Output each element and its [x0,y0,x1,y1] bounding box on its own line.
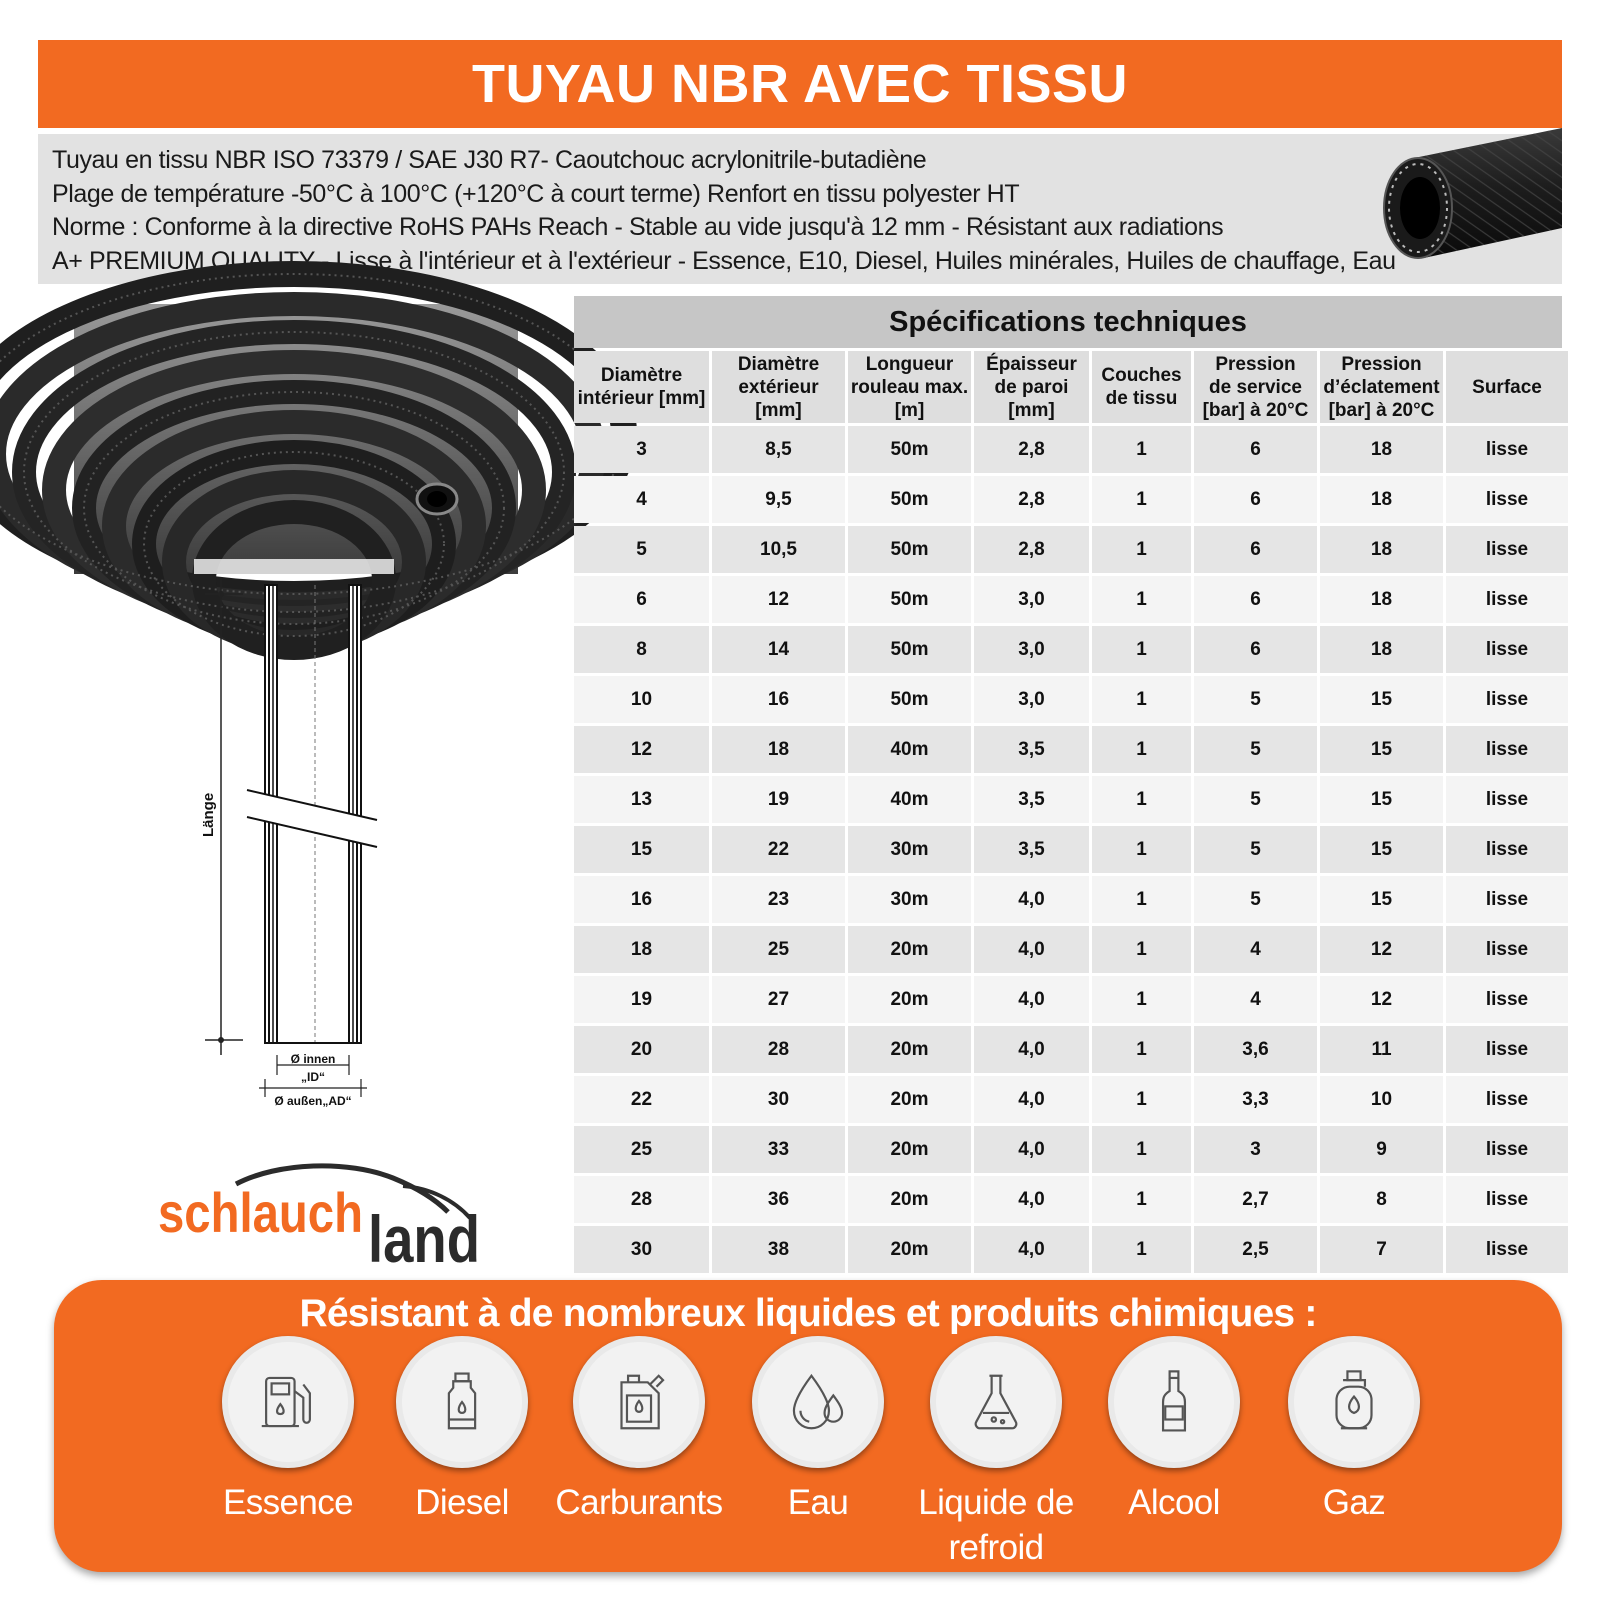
column-header [1320,351,1443,423]
table-cell: 19 [574,976,709,1023]
resistance-label: Alcool [1128,1483,1220,1522]
table-cell: 40m [848,726,971,773]
table-cell: lisse [1446,926,1568,973]
resistance-item-liquide [906,1336,1086,1570]
hose-coil-photo [74,304,518,574]
table-cell: 20 [574,1026,709,1073]
table-cell: 15 [1320,676,1443,723]
table-cell: 14 [712,626,845,673]
table-cell: 4 [574,476,709,523]
table-cell: lisse [1446,826,1568,873]
table-cell: 2,8 [974,426,1089,473]
table-cell: 1 [1092,526,1191,573]
wine-bottle-icon [1139,1367,1209,1437]
table-cell: 19 [712,776,845,823]
table-cell: 6 [1194,526,1317,573]
resistance-label: Diesel [415,1483,509,1522]
table-cell: 4,0 [974,1026,1089,1073]
column-header-line: Diamètre [737,353,820,375]
table-row [574,1126,1568,1173]
column-header-line: Diamètre [600,365,683,386]
outer-diameter-label: Ø außen„AD“ [274,1094,352,1108]
table-cell: 1 [1092,876,1191,923]
table-cell: lisse [1446,676,1568,723]
table-row [574,826,1568,873]
column-header [1446,351,1568,423]
table-cell: 4,0 [974,1176,1089,1223]
table-cell: 4 [1194,976,1317,1023]
fuel-pump-icon [253,1367,323,1437]
table-row [574,776,1568,823]
table-cell: 4,0 [974,876,1089,923]
table-cell: 22 [574,1076,709,1123]
column-header [712,351,845,423]
description-line: Norme : Conforme à la directive RoHS PAHs Reach - Stable au vide jusqu'à 12 mm - Résistant aux radiations [52,213,1224,241]
table-cell: 20m [848,1226,971,1273]
table-cell: 4,0 [974,1076,1089,1123]
table-cell: 1 [1092,1126,1191,1173]
table-cell: 5 [1194,826,1317,873]
icon-circle [1108,1336,1240,1468]
table-cell: 4,0 [974,1226,1089,1273]
table-cell: 9,5 [712,476,845,523]
resistance-item-alcool [1084,1336,1264,1525]
column-header [974,351,1089,423]
table-cell: 18 [1320,426,1443,473]
table-cell: 1 [1092,1226,1191,1273]
table-row [574,576,1568,623]
table-cell: 3,0 [974,676,1089,723]
table-cell: lisse [1446,1026,1568,1073]
table-cell: 1 [1092,1076,1191,1123]
table-cell: lisse [1446,1076,1568,1123]
table-cell: 20m [848,1076,971,1123]
table-cell: 3 [1194,1126,1317,1173]
description-line: Tuyau en tissu NBR ISO 73379 / SAE J30 R7- Caoutchouc acrylonitrile-butadiène [52,146,927,174]
bottle-icon [427,1367,497,1437]
table-cell: 4,0 [974,1126,1089,1173]
brand-logo [158,1160,488,1276]
column-header-line: Pression [1341,353,1422,375]
table-cell: 20m [848,1126,971,1173]
resistance-item-gaz [1264,1336,1444,1525]
resistance-item-essence [198,1336,378,1525]
table-cell: 16 [712,676,845,723]
resistance-item-carburants [549,1336,729,1525]
table-cell: 20m [848,1176,971,1223]
table-cell: 18 [1320,626,1443,673]
resistance-panel [54,1280,1562,1572]
water-drop-icon [783,1367,853,1437]
table-cell: 15 [1320,876,1443,923]
table-cell: lisse [1446,626,1568,673]
table-cell: 12 [1320,976,1443,1023]
table-cell: 5 [574,526,709,573]
table-cell: 50m [848,426,971,473]
table-row [574,1226,1568,1273]
resistance-label: Essence [222,1483,354,1522]
table-cell: lisse [1446,726,1568,773]
table-cell: 5 [1194,876,1317,923]
table-cell: 9 [1320,1126,1443,1173]
table-row [574,526,1568,573]
table-cell: 3,5 [974,726,1089,773]
table-cell: 4,0 [974,976,1089,1023]
table-row [574,1176,1568,1223]
table-cell: 50m [848,626,971,673]
table-cell: 20m [848,976,971,1023]
table-cell: 6 [1194,626,1317,673]
table-cell: 50m [848,476,971,523]
icon-circle [396,1336,528,1468]
table-row [574,926,1568,973]
table-cell: 38 [712,1226,845,1273]
table-cell: 50m [848,576,971,623]
length-label: Länge [200,792,217,837]
table-cell: 15 [1320,776,1443,823]
table-cell: lisse [1446,1126,1568,1173]
table-cell: 2,7 [1194,1176,1317,1223]
title-banner [38,40,1562,128]
table-cell: 36 [712,1176,845,1223]
table-row [574,1026,1568,1073]
table-row [574,876,1568,923]
inner-diameter-abbr: „ID“ [301,1070,325,1084]
table-cell: 20m [848,926,971,973]
table-cell: 23 [712,876,845,923]
icon-circle [1288,1336,1420,1468]
resistance-title: Résistant à de nombreux liquides et produits chimiques : [299,1292,1317,1335]
table-cell: lisse [1446,976,1568,1023]
resistance-item-eau [728,1336,908,1525]
table-row [574,476,1568,523]
table-cell: 2,8 [974,476,1089,523]
table-cell: 1 [1092,826,1191,873]
table-cell: 16 [574,876,709,923]
table-cell: 22 [712,826,845,873]
table-cell: 50m [848,526,971,573]
table-cell: 5 [1194,726,1317,773]
resistance-label: Carburants [555,1483,723,1522]
table-cell: 6 [1194,426,1317,473]
gas-cylinder-icon [1319,1367,1389,1437]
column-header [1194,351,1317,423]
page-title: TUYAU NBR AVEC TISSU [471,54,1129,114]
description-line: Plage de température -50°C à 100°C (+120°C à court terme) Renfort en tissu polyester HT [52,179,1020,208]
table-cell: 12 [712,576,845,623]
table-cell: 33 [712,1126,845,1173]
table-cell: 3,3 [1194,1076,1317,1123]
table-cell: 3,6 [1194,1026,1317,1073]
table-cell: 10 [574,676,709,723]
table-cell: 30m [848,876,971,923]
spec-title: Spécifications techniques [574,296,1562,348]
table-cell: 40m [848,776,971,823]
table-cell: 3,5 [974,776,1089,823]
resistance-label: Liquide de refroid [918,1483,1074,1567]
table-cell: lisse [1446,1226,1568,1273]
table-cell: 25 [574,1126,709,1173]
table-cell: 5 [1194,676,1317,723]
table-cell: 20m [848,1026,971,1073]
inner-diameter-label: Ø innen [290,1052,336,1066]
table-row [574,726,1568,773]
hose-dimension-diagram [185,585,415,1145]
table-cell: lisse [1446,876,1568,923]
table-cell: lisse [1446,476,1568,523]
table-cell: 15 [1320,826,1443,873]
table-cell: 18 [1320,526,1443,573]
column-header-line: [bar] à 20°C [1202,399,1309,421]
table-row [574,976,1568,1023]
table-cell: 18 [712,726,845,773]
table-cell: 11 [1320,1026,1443,1073]
table-cell: 1 [1092,1176,1191,1223]
icon-circle [752,1336,884,1468]
column-header [848,351,971,423]
hose-end-photo [1372,136,1562,276]
table-row [574,676,1568,723]
table-cell: 6 [1194,476,1317,523]
table-cell: lisse [1446,526,1568,573]
column-header-line: de tissu [1105,388,1178,409]
column-header-line: Surface [1472,376,1542,398]
table-cell: 12 [1320,926,1443,973]
column-header-line: de paroi [994,376,1069,398]
column-header-line: rouleau max. [850,376,969,398]
table-cell: 2,5 [1194,1226,1317,1273]
table-cell: 27 [712,976,845,1023]
table-cell: 3,0 [974,576,1089,623]
icon-circle [222,1336,354,1468]
table-cell: 15 [574,826,709,873]
table-cell: 8,5 [712,426,845,473]
column-header-line: [m] [894,399,925,421]
table-cell: lisse [1446,576,1568,623]
logo-text-schlauch: schlauch [158,1181,363,1244]
column-header-line: Pression [1215,353,1296,375]
table-cell: 1 [1092,426,1191,473]
table-cell: 15 [1320,726,1443,773]
table-cell: 8 [574,626,709,673]
spec-table [571,348,1571,1276]
table-cell: 12 [574,726,709,773]
table-cell: 7 [1320,1226,1443,1273]
table-cell: 6 [574,576,709,623]
table-cell: 10 [1320,1076,1443,1123]
table-cell: 18 [1320,476,1443,523]
column-header [1092,351,1191,423]
table-cell: 1 [1092,976,1191,1023]
table-cell: 1 [1092,926,1191,973]
table-cell: 30 [712,1076,845,1123]
spec-table-panel [574,296,1562,1276]
icon-circle [573,1336,705,1468]
table-cell: 5 [1194,776,1317,823]
table-cell: 28 [712,1026,845,1073]
table-cell: 1 [1092,626,1191,673]
table-cell: 1 [1092,726,1191,773]
table-cell: 13 [574,776,709,823]
table-cell: 25 [712,926,845,973]
table-cell: 4 [1194,926,1317,973]
table-row [574,1076,1568,1123]
table-cell: 1 [1092,776,1191,823]
table-cell: 3,5 [974,826,1089,873]
table-cell: 1 [1092,1026,1191,1073]
column-header-line: Épaisseur [986,353,1077,375]
column-header-line: de service [1209,376,1302,398]
flask-icon [961,1367,1031,1437]
table-cell: 3 [574,426,709,473]
column-header-line: d’éclatement [1323,376,1440,398]
jerrycan-icon [604,1367,674,1437]
table-cell: 3,0 [974,626,1089,673]
column-header-line: Longueur [865,353,954,375]
table-cell: 30 [574,1226,709,1273]
description-line: A+ PREMIUM QUALITY - Lisse à l'intérieur et à l'extérieur - Essence, E10, Diesel, Huiles minérales, Huiles de chauffage, Eau [52,246,1396,275]
icon-circle [930,1336,1062,1468]
description-panel [38,134,1562,284]
table-cell: lisse [1446,1176,1568,1223]
table-cell: 1 [1092,476,1191,523]
table-row [574,626,1568,673]
table-cell: 10,5 [712,526,845,573]
table-cell: 1 [1092,576,1191,623]
column-header-line: [mm] [1008,399,1055,421]
table-cell: lisse [1446,426,1568,473]
resistance-label: Gaz [1322,1483,1386,1522]
table-cell: 18 [574,926,709,973]
table-cell: 8 [1320,1176,1443,1223]
column-header-line: [bar] à 20°C [1328,399,1435,421]
logo-text-land: land [368,1202,480,1276]
table-cell: 50m [848,676,971,723]
table-cell: 1 [1092,676,1191,723]
table-row [574,426,1568,473]
resistance-item-diesel [372,1336,552,1525]
column-header-line: extérieur [mm] [738,376,819,421]
table-cell: 6 [1194,576,1317,623]
column-header-line: Couches [1101,365,1182,386]
table-cell: 18 [1320,576,1443,623]
table-cell: 30m [848,826,971,873]
table-cell: 28 [574,1176,709,1223]
table-cell: 4,0 [974,926,1089,973]
table-cell: 2,8 [974,526,1089,573]
column-header [574,351,709,423]
column-header-line: intérieur [mm] [577,388,706,409]
table-cell: lisse [1446,776,1568,823]
resistance-label: Eau [787,1483,849,1522]
